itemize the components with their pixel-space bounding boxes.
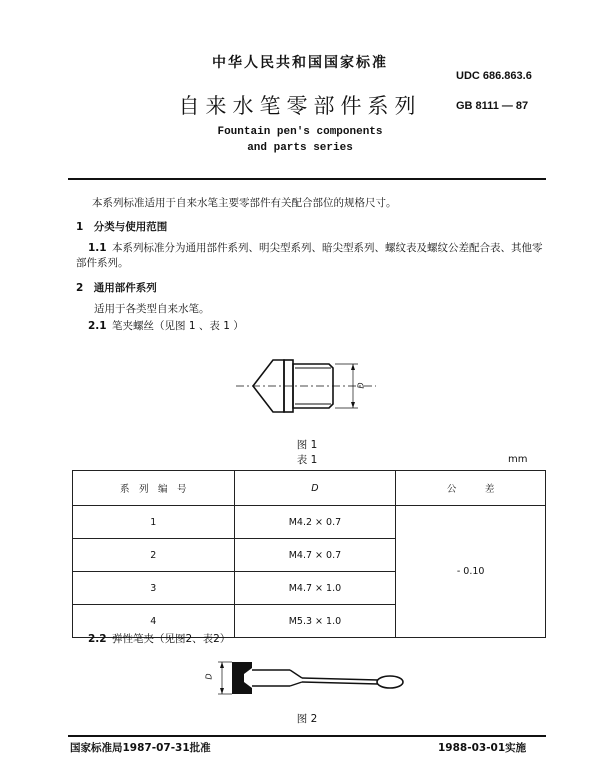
table-1-unit: mm xyxy=(508,454,528,465)
issuing-organization: 中华人民共和国国家标准 xyxy=(212,55,388,71)
intro-paragraph: 本系列标准适用于自来水笔主要零部件有关配合部位的规格尺寸。 xyxy=(92,197,397,209)
table-1-caption: 表 1 xyxy=(296,454,318,466)
clause-2-1-text: 笔夹螺丝（见图 1 、表 1 ） xyxy=(112,320,244,332)
gb-code: GB 8111 — 87 xyxy=(456,100,529,112)
table-row xyxy=(73,506,546,539)
cell-d: M4.2 × 0.7 xyxy=(234,506,396,539)
table-1 xyxy=(72,470,546,638)
standard-title-en-line2: and parts series xyxy=(247,142,353,154)
clause-1-1-text: 本系列标准分为通用部件系列、明尖型系列、暗尖型系列、螺纹表及螺纹公差配合表、其他零 xyxy=(112,242,543,254)
cell-series: 2 xyxy=(73,539,235,572)
header-d: D xyxy=(234,471,396,506)
standard-title-en-line1: Fountain pen's components xyxy=(217,126,383,138)
cell-d: M4.7 × 1.0 xyxy=(234,572,396,605)
cell-series: 1 xyxy=(73,506,235,539)
cell-d: M4.7 × 0.7 xyxy=(234,539,396,572)
effective-date: 1988-03-01实施 xyxy=(438,742,527,754)
figure-2-caption: 图 2 xyxy=(296,713,318,725)
clause-1-1-number: 1.1 xyxy=(88,242,107,254)
cell-d: M5.3 × 1.0 xyxy=(234,605,396,638)
header-rule xyxy=(68,178,546,180)
section-1-heading: 1 分类与使用范围 xyxy=(76,221,168,233)
figure-1-clip-screw-drawing xyxy=(236,346,376,426)
clause-2-2-number: 2.2 xyxy=(88,633,107,645)
figure-2-elastic-clip-drawing xyxy=(214,656,414,700)
table-header-row xyxy=(73,471,546,506)
cell-series: 3 xyxy=(73,572,235,605)
clause-2-2-text: 弹性笔夹（见图2、表2） xyxy=(112,633,231,645)
header-tolerance: 公 差 xyxy=(396,471,546,506)
cell-series: 4 xyxy=(73,605,235,638)
section-2-heading: 2 通用部件系列 xyxy=(76,282,157,294)
footer-rule xyxy=(68,735,546,737)
figure-1-caption: 图 1 xyxy=(296,439,318,451)
clause-2-1-number: 2.1 xyxy=(88,320,107,332)
header-series: 系 列 编 号 xyxy=(73,471,235,506)
cell-tolerance: - 0.10 xyxy=(396,506,546,638)
approval-date: 国家标准局1987-07-31批准 xyxy=(70,742,211,754)
clause-1-1-text-cont: 部件系列。 xyxy=(76,257,129,269)
figure-2-dimension-label: D xyxy=(204,673,214,680)
figure-1-dimension-label: D xyxy=(356,382,366,389)
section-2-scope: 适用于各类型自来水笔。 xyxy=(94,303,210,315)
standard-title-cn: 自来水笔零部件系列 xyxy=(178,94,422,118)
udc-code: UDC 686.863.6 xyxy=(456,70,532,82)
